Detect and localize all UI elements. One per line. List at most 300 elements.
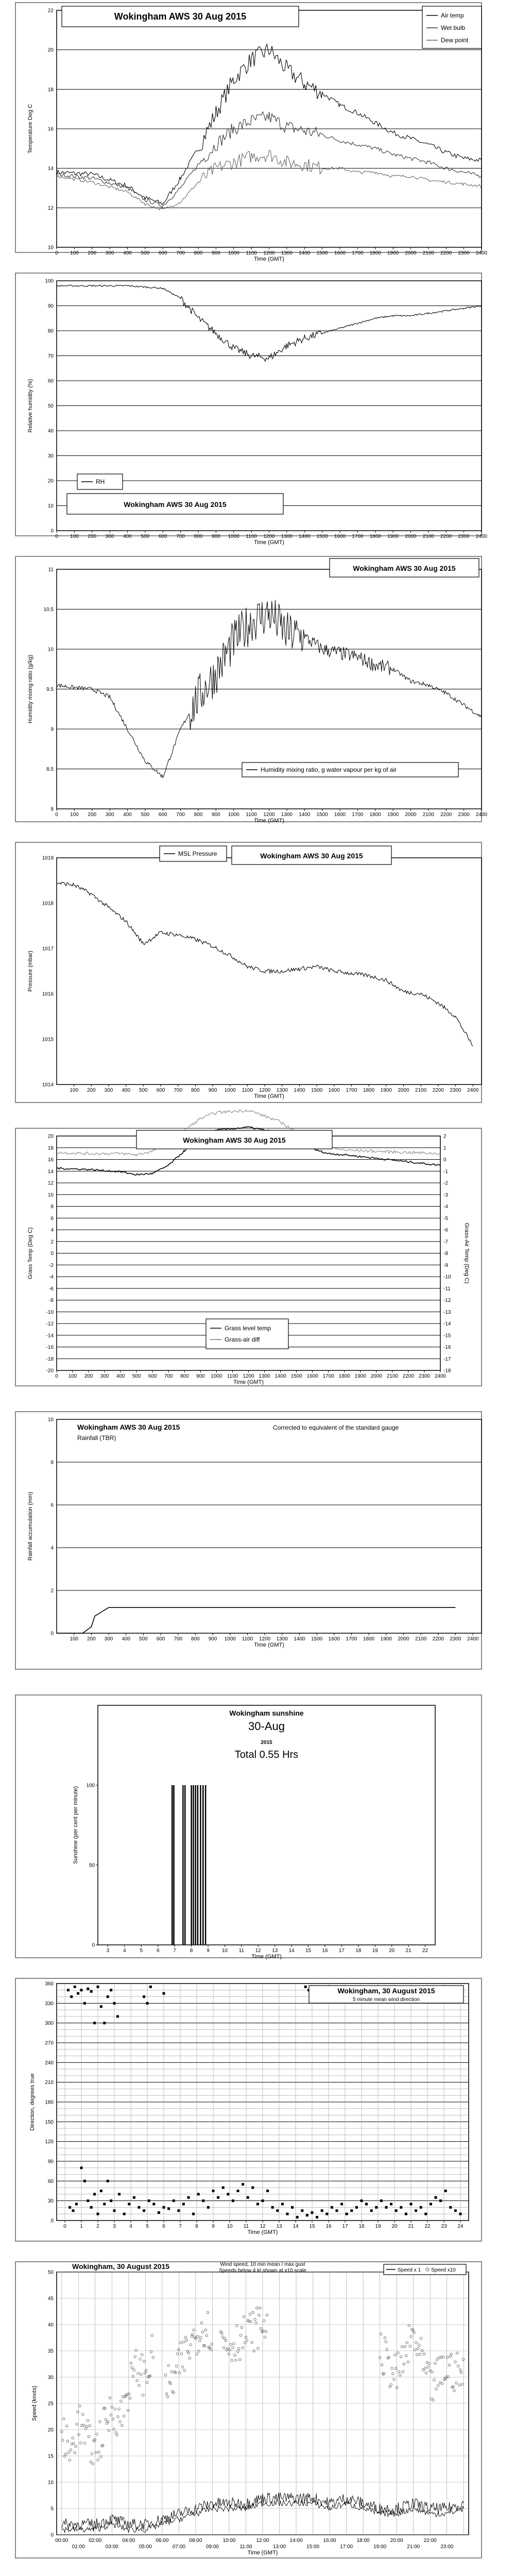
direction-point [68, 2206, 71, 2209]
x-tick-label: 16:00 [323, 2538, 336, 2544]
direction-point [83, 2180, 86, 2182]
y-tick-label: 40 [47, 428, 54, 434]
x-tick-label: 0 [55, 250, 58, 256]
x-tick-label: 1800 [338, 1374, 350, 1379]
direction-point [90, 2206, 93, 2209]
direction-point [133, 2196, 135, 2199]
direction-point [103, 2203, 106, 2206]
direction-point [116, 2015, 119, 2018]
y2-tick-label: -13 [443, 1309, 451, 1315]
y-tick-label: 30 [47, 2375, 54, 2381]
y-tick-label: 50 [47, 2269, 54, 2276]
x-tick-label: 200 [84, 1374, 93, 1379]
x-tick-label: 2400 [475, 812, 488, 818]
x-tick-label: 2100 [415, 1636, 427, 1642]
x-tick-label: 900 [212, 250, 220, 256]
y-tick-label: 5 [50, 2506, 54, 2512]
y-tick-label: -2 [49, 1262, 54, 1268]
x-tick-label: 1700 [352, 534, 364, 539]
direction-point [424, 2213, 427, 2215]
direction-point [90, 1990, 93, 1993]
x-tick-label: 7 [173, 1948, 176, 1954]
y-axis-label: Pressure (mbar) [27, 951, 33, 992]
chart-annotation: Corrected to equivalent of the standard gauge [273, 1424, 399, 1431]
legend-box [206, 1319, 288, 1349]
x-tick-label: 500 [139, 1636, 148, 1642]
x-tick-label: 200 [87, 1088, 96, 1093]
x-tick-label: 3 [106, 1948, 110, 1954]
x-tick-label: 800 [180, 1374, 189, 1379]
x-tick-label: 13:00 [273, 2544, 286, 2550]
direction-point [311, 2211, 314, 2214]
x-tick-label: 900 [196, 1374, 205, 1379]
y-tick-label: 16 [47, 126, 54, 132]
y-tick-label: -6 [49, 1286, 54, 1292]
x-tick-label: 600 [148, 1374, 157, 1379]
direction-point [237, 2190, 239, 2192]
x-tick-label: 600 [158, 250, 167, 256]
x-tick-label: 1500 [316, 812, 328, 818]
x-tick-label: 12 [260, 2224, 266, 2229]
legend-label: RH [96, 478, 105, 485]
x-tick-label: 20 [391, 2224, 398, 2229]
y-tick-label: 1018 [42, 901, 54, 907]
y-tick-label: -8 [49, 1298, 54, 1303]
x-tick-label: 11 [238, 1948, 245, 1954]
direction-point [435, 2196, 437, 2199]
direction-point [167, 2208, 170, 2210]
direction-point [93, 2193, 96, 2195]
chart-panel-9 [15, 2262, 482, 2558]
x-tick-label: 4 [123, 1948, 126, 1954]
x-tick-label: 1700 [322, 1374, 334, 1379]
y2-tick-label: -5 [443, 1215, 448, 1222]
direction-point [110, 2199, 112, 2202]
x-tick-label: 1200 [263, 534, 275, 539]
y-tick-label: -16 [46, 1345, 54, 1350]
x-tick-label: 22 [424, 2224, 431, 2229]
y-tick-label: 360 [45, 1981, 54, 1987]
direction-point [149, 1986, 152, 1988]
x-tick-label: 1000 [228, 812, 239, 818]
direction-point [321, 2209, 323, 2212]
x-tick-label: 11:00 [239, 2544, 252, 2550]
direction-point [113, 2002, 116, 2005]
x-tick-label: 15:00 [306, 2544, 320, 2550]
direction-point [93, 2022, 96, 2024]
y-tick-label: 30 [47, 453, 54, 459]
y2-tick-label: -8 [443, 1251, 448, 1257]
x-tick-label: 700 [176, 812, 185, 818]
direction-point [380, 2199, 383, 2202]
direction-point [146, 2002, 149, 2005]
chart-title: Wokingham AWS 30 Aug 2015 [77, 1423, 180, 1431]
direction-point [256, 2203, 259, 2206]
direction-point [202, 2199, 204, 2202]
y-tick-label: 35 [47, 2348, 54, 2354]
x-axis-label: Time (GMT) [251, 1954, 282, 1960]
legend-label: MSL Pressure [178, 850, 217, 857]
direction-point [128, 2203, 130, 2206]
chart-total: Total 0.55 Hrs [234, 1749, 299, 1760]
legend-label: Grass level temp [225, 1325, 271, 1332]
x-tick-label: 2000 [398, 1088, 409, 1093]
x-tick-label: 6 [156, 1948, 160, 1954]
y2-tick-label: -9 [443, 1262, 448, 1268]
y-tick-label: 100 [45, 278, 54, 284]
plot-area [57, 858, 482, 1084]
y-tick-label: 1017 [42, 946, 54, 952]
y-tick-label: 0 [50, 2218, 54, 2224]
direction-point [247, 2196, 249, 2199]
y-tick-label: 210 [45, 2080, 54, 2086]
x-tick-label: 1500 [311, 1088, 323, 1093]
legend-label: Humidity mixing ratio, g water vapour per kg of air [261, 766, 397, 773]
x-tick-label: 2400 [467, 1088, 479, 1093]
y2-tick-label: -15 [443, 1333, 451, 1339]
x-tick-label: 2300 [418, 1374, 431, 1379]
y-axis-label: Rainfall accumulation (mm) [27, 1492, 33, 1561]
y-tick-label: 50 [47, 403, 54, 409]
chart-subtitle: 5 minute mean wind direction [352, 1997, 420, 2003]
direction-point [405, 2213, 407, 2215]
x-tick-label: 400 [122, 1088, 131, 1093]
direction-point [110, 1989, 112, 1991]
direction-point [232, 2199, 234, 2202]
direction-point [340, 2203, 343, 2206]
direction-point [182, 2203, 185, 2206]
y-tick-label: 120 [45, 2139, 54, 2145]
direction-point [187, 2196, 190, 2199]
chart-panel-1 [15, 3, 488, 262]
x-tick-label: 9 [207, 1948, 210, 1954]
x-tick-label: 1700 [346, 1088, 357, 1093]
direction-point [177, 2209, 180, 2212]
x-tick-label: 2200 [440, 812, 452, 818]
x-tick-label: 1400 [299, 534, 311, 539]
x-tick-label: 1800 [369, 534, 381, 539]
x-tick-label: 21 [408, 2224, 414, 2229]
x-tick-label: 1800 [369, 812, 381, 818]
direction-point [138, 2206, 141, 2209]
x-tick-label: 13 [272, 1948, 278, 1954]
x-axis-label: Time (GMT) [254, 1642, 284, 1648]
x-tick-label: 1900 [354, 1374, 366, 1379]
x-tick-label: 400 [123, 534, 132, 539]
x-tick-label: 1200 [263, 250, 275, 256]
direction-point [163, 1992, 165, 1995]
x-tick-label: 100 [68, 1374, 77, 1379]
y-tick-label: 14 [47, 1168, 54, 1175]
x-tick-label: 1200 [243, 1374, 254, 1379]
direction-point [148, 2199, 150, 2202]
x-tick-label: 20 [389, 1948, 395, 1954]
direction-point [286, 2213, 289, 2215]
x-tick-label: 300 [105, 534, 114, 539]
chart-panel-4 [15, 842, 482, 1103]
y-tick-label: 20 [47, 2427, 54, 2433]
x-tick-label: 800 [191, 1636, 200, 1642]
x-tick-label: 17:00 [340, 2544, 353, 2550]
x-tick-label: 5 [146, 2224, 149, 2229]
direction-point [296, 2216, 299, 2218]
x-tick-label: 400 [122, 1636, 131, 1642]
x-tick-label: 18:00 [356, 2538, 370, 2544]
x-tick-label: 100 [70, 812, 79, 818]
direction-point [173, 2199, 175, 2202]
direction-point [207, 2206, 210, 2209]
y-tick-label: -4 [49, 1274, 54, 1280]
direction-point [70, 1995, 73, 1998]
x-tick-label: 900 [208, 1636, 217, 1642]
direction-point [360, 2199, 363, 2202]
chart-panel-5 [15, 1110, 482, 1386]
x-axis-label: Time (GMT) [254, 256, 284, 262]
y-tick-label: 1015 [42, 1037, 54, 1043]
x-tick-label: 2 [96, 2224, 99, 2229]
x-tick-label: 2100 [386, 1374, 398, 1379]
direction-point [143, 2209, 145, 2212]
x-tick-label: 07:00 [172, 2544, 185, 2550]
x-tick-label: 2100 [422, 250, 434, 256]
x-tick-label: 1600 [334, 812, 346, 818]
x-tick-label: 2300 [458, 250, 470, 256]
x-tick-label: 500 [141, 534, 150, 539]
chart-panel-6 [15, 1412, 482, 1669]
x-tick-label: 8 [190, 1948, 193, 1954]
x-tick-label: 300 [104, 1636, 113, 1642]
y-tick-label: 11 [48, 567, 54, 573]
x-tick-label: 09:00 [205, 2544, 219, 2550]
x-tick-label: 08:00 [189, 2538, 202, 2544]
direction-point [103, 2022, 106, 2024]
x-tick-label: 400 [123, 812, 132, 818]
x-tick-label: 1900 [387, 250, 399, 256]
x-tick-label: 2100 [422, 534, 434, 539]
x-tick-label: 1100 [246, 812, 257, 818]
direction-point [123, 2213, 126, 2215]
y2-tick-label: 0 [443, 1157, 447, 1163]
x-tick-label: 2200 [440, 250, 452, 256]
x-tick-label: 600 [158, 534, 167, 539]
y-tick-label: -10 [46, 1309, 54, 1315]
chart-note: Speeds below 4 kt shown at x10 scale [219, 2268, 306, 2274]
x-tick-label: 0 [55, 1374, 58, 1379]
x-tick-label: 2200 [440, 534, 452, 539]
y-tick-label: 22 [47, 8, 54, 14]
x-tick-label: 900 [212, 534, 220, 539]
y-tick-label: 90 [47, 2159, 54, 2165]
y-tick-label: 40 [47, 2322, 54, 2328]
direction-point [346, 2213, 348, 2215]
direction-point [370, 2209, 373, 2212]
x-tick-label: 0 [55, 534, 58, 539]
x-tick-label: 06:00 [156, 2538, 169, 2544]
x-tick-label: 400 [123, 250, 132, 256]
x-tick-label: 1500 [290, 1374, 302, 1379]
y-tick-label: 10 [47, 1192, 54, 1198]
x-tick-label: 800 [194, 812, 203, 818]
x-tick-label: 100 [70, 534, 79, 539]
x-tick-label: 04:00 [122, 2538, 135, 2544]
x-tick-label: 2000 [405, 250, 417, 256]
y-axis-label: Grass Temp (Deg C) [27, 1227, 33, 1279]
x-tick-label: 2400 [475, 534, 488, 539]
x-tick-label: 200 [87, 1636, 96, 1642]
x-tick-label: 1900 [387, 534, 399, 539]
x-tick-label: 12 [255, 1948, 261, 1954]
x-tick-label: 300 [104, 1088, 113, 1093]
y2-tick-label: -17 [443, 1356, 451, 1362]
x-axis-label: Time (GMT) [254, 539, 284, 546]
direction-point [87, 1988, 89, 1990]
x-tick-label: 500 [132, 1374, 141, 1379]
direction-point [304, 1986, 307, 1988]
x-tick-label: 00:00 [55, 2538, 68, 2544]
direction-point [67, 1989, 70, 1991]
x-tick-label: 01:00 [72, 2544, 85, 2550]
x-tick-label: 4 [129, 2224, 132, 2229]
x-tick-label: 2300 [450, 1088, 461, 1093]
x-tick-label: 1100 [242, 1088, 253, 1093]
y-tick-label: 30 [47, 2198, 54, 2205]
x-tick-label: 1200 [259, 1088, 271, 1093]
direction-point [415, 2209, 417, 2212]
x-tick-label: 800 [191, 1088, 200, 1093]
direction-point [375, 2206, 377, 2209]
y-tick-label: 330 [45, 2001, 54, 2007]
direction-point [459, 2213, 462, 2215]
legend-label: Grass-air diff [225, 1336, 260, 1343]
x-tick-label: 21 [405, 1948, 411, 1954]
chart-title: Wokingham AWS 30 Aug 2015 [183, 1136, 286, 1144]
x-tick-label: 100 [70, 250, 79, 256]
direction-point [80, 2166, 83, 2169]
x-axis-label: Time (GMT) [233, 1379, 264, 1385]
x-tick-label: 1200 [259, 1636, 271, 1642]
x-tick-label: 5 [140, 1948, 143, 1954]
x-tick-label: 500 [141, 250, 150, 256]
x-tick-label: 2100 [422, 812, 434, 818]
y2-tick-label: 2 [443, 1133, 447, 1140]
y-tick-label: 1016 [42, 991, 54, 997]
y-tick-label: 1019 [42, 855, 54, 861]
x-axis-label: Time (GMT) [247, 2229, 278, 2235]
chart-title: Wokingham sunshine [229, 1709, 304, 1717]
direction-point [100, 2005, 102, 2008]
x-tick-label: 1100 [246, 534, 257, 539]
y-tick-label: 8.5 [46, 767, 54, 772]
direction-point [439, 2199, 442, 2202]
y-tick-label: 20 [47, 1133, 54, 1140]
direction-point [306, 2214, 308, 2216]
y-tick-label: 0 [50, 1251, 54, 1257]
x-tick-label: 2400 [467, 1636, 479, 1642]
direction-point [251, 2187, 254, 2189]
direction-point [107, 2180, 109, 2182]
y-tick-label: 1014 [42, 1082, 54, 1088]
y-tick-label: 80 [47, 328, 54, 334]
y-tick-label: 10.5 [43, 607, 54, 613]
y-tick-label: 8 [50, 1460, 54, 1466]
y-tick-label: 2 [50, 1239, 54, 1245]
y2-tick-label: -11 [443, 1286, 451, 1292]
y-tick-label: -14 [46, 1333, 54, 1339]
y2-tick-label: -16 [443, 1345, 451, 1350]
x-tick-label: 200 [88, 534, 97, 539]
direction-point [77, 1992, 79, 1995]
direction-point [316, 2216, 318, 2218]
x-tick-label: 2300 [458, 534, 470, 539]
direction-point [97, 1986, 99, 1988]
x-tick-label: 17 [338, 1948, 345, 1954]
y-tick-label: 6 [50, 1502, 54, 1509]
x-tick-label: 17 [342, 2224, 348, 2229]
x-tick-label: 100 [70, 1088, 79, 1093]
x-tick-label: 10 [221, 1948, 228, 1954]
x-tick-label: 2300 [458, 812, 470, 818]
y-tick-label: 10 [47, 245, 54, 251]
legend-label: Dew point [441, 37, 469, 44]
direction-point [212, 2190, 215, 2192]
legend-label: Air temp [441, 12, 464, 19]
y-tick-label: 18 [47, 87, 54, 93]
x-tick-label: 1000 [228, 250, 239, 256]
y2-tick-label: -14 [443, 1321, 451, 1327]
x-tick-label: 600 [156, 1088, 165, 1093]
direction-point [291, 2206, 294, 2209]
y-tick-label: 180 [45, 2099, 54, 2106]
x-tick-label: 1300 [259, 1374, 270, 1379]
chart-title: Wokingham, 30 August 2015 [337, 1987, 435, 1995]
y-tick-label: 70 [47, 353, 54, 359]
y-tick-label: 300 [45, 2021, 54, 2027]
direction-point [227, 2193, 229, 2195]
x-tick-label: 1600 [306, 1374, 318, 1379]
x-tick-label: 21:00 [407, 2544, 420, 2550]
x-tick-label: 20:00 [390, 2538, 403, 2544]
x-tick-label: 14 [293, 2224, 299, 2229]
x-tick-label: 200 [88, 250, 97, 256]
direction-point [222, 2187, 225, 2189]
y-axis-label: Humidity mixing ratio (g/kg) [27, 654, 33, 724]
y-tick-label: 20 [47, 478, 54, 484]
x-tick-label: 23 [441, 2224, 447, 2229]
direction-point [118, 2193, 121, 2195]
x-tick-label: 13 [276, 2224, 282, 2229]
x-tick-label: 1900 [380, 1088, 392, 1093]
direction-point [444, 2190, 447, 2192]
direction-point [336, 2209, 338, 2212]
chart-subtitle: Rainfall (TBR) [77, 1434, 116, 1442]
direction-point [262, 2199, 264, 2202]
x-tick-label: 1000 [224, 1088, 236, 1093]
y-tick-label: 12 [47, 205, 54, 211]
x-tick-label: 1600 [328, 1088, 340, 1093]
x-tick-label: 15 [309, 2224, 315, 2229]
y-tick-label: 90 [47, 303, 54, 309]
chart-year: 2015 [261, 1740, 272, 1745]
x-tick-label: 05:00 [139, 2544, 152, 2550]
x-tick-label: 1600 [334, 250, 346, 256]
y-tick-label: 6 [50, 1215, 54, 1222]
direction-point [400, 2206, 402, 2209]
x-tick-label: 500 [139, 1088, 148, 1093]
legend-label: Speed x 1 [398, 2267, 421, 2273]
y-tick-label: 50 [89, 1862, 95, 1869]
x-tick-label: 800 [194, 534, 203, 539]
y2-tick-label: -12 [443, 1298, 451, 1303]
